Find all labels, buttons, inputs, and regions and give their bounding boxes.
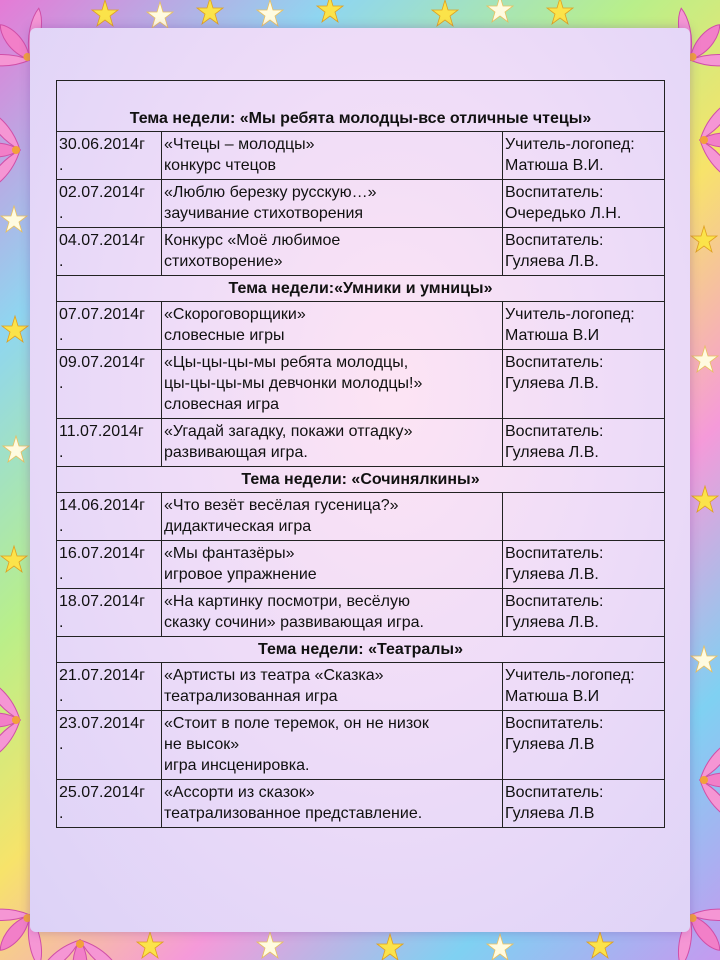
week-title: Тема недели: «Театралы» — [57, 637, 665, 663]
week-header-row — [57, 276, 665, 302]
event-date: 11.07.2014г . — [57, 419, 162, 467]
event-date: 07.07.2014г . — [57, 302, 162, 350]
schedule-table — [56, 80, 665, 828]
event-description: «Стоит в поле теремок, он не низок не высок» игра инсценировка. — [162, 711, 503, 780]
event-teacher: Воспитатель: Очередько Л.Н. — [503, 180, 665, 228]
event-description: «Мы фантазёры» игровое упражнение — [162, 541, 503, 589]
event-date: 16.07.2014г . — [57, 541, 162, 589]
event-teacher — [503, 493, 665, 541]
event-teacher: Воспитатель: Гуляева Л.В. — [503, 589, 665, 637]
event-teacher: Учитель-логопед: Матюша В.И. — [503, 132, 665, 180]
table-row — [57, 180, 665, 228]
event-teacher: Воспитатель: Гуляева Л.В. — [503, 228, 665, 276]
event-teacher: Воспитатель: Гуляева Л.В. — [503, 541, 665, 589]
table-row — [57, 780, 665, 828]
event-date: 04.07.2014г . — [57, 228, 162, 276]
event-teacher: Воспитатель: Гуляева Л.В. — [503, 350, 665, 419]
event-date: 02.07.2014г . — [57, 180, 162, 228]
event-description: «Люблю березку русскую…» заучивание стихотворения — [162, 180, 503, 228]
table-row — [57, 132, 665, 180]
event-description: «Артисты из театра «Сказка» театрализованная игра — [162, 663, 503, 711]
week-title: Тема недели: «Мы ребята молодцы-все отличные чтецы» — [57, 81, 665, 132]
week-header-row — [57, 81, 665, 132]
table-row — [57, 350, 665, 419]
event-teacher: Воспитатель: Гуляева Л.В — [503, 711, 665, 780]
event-description: «Скороговорщики» словесные игры — [162, 302, 503, 350]
event-description: «Угадай загадку, покажи отгадку» развивающая игра. — [162, 419, 503, 467]
event-date: 25.07.2014г . — [57, 780, 162, 828]
week-title: Тема недели:«Умники и умницы» — [57, 276, 665, 302]
table-row — [57, 589, 665, 637]
event-teacher: Воспитатель: Гуляева Л.В — [503, 780, 665, 828]
table-row — [57, 663, 665, 711]
event-date: 23.07.2014г . — [57, 711, 162, 780]
event-date: 21.07.2014г . — [57, 663, 162, 711]
week-title: Тема недели: «Сочинялкины» — [57, 467, 665, 493]
event-description: «Чтецы – молодцы» конкурс чтецов — [162, 132, 503, 180]
table-row — [57, 711, 665, 780]
event-date: 30.06.2014г . — [57, 132, 162, 180]
table-row — [57, 419, 665, 467]
event-date: 14.06.2014г . — [57, 493, 162, 541]
table-row — [57, 541, 665, 589]
event-teacher: Воспитатель: Гуляева Л.В. — [503, 419, 665, 467]
week-header-row — [57, 467, 665, 493]
table-row — [57, 493, 665, 541]
event-description: «Ассорти из сказок» театрализованное представление. — [162, 780, 503, 828]
event-description: Конкурс «Моё любимое стихотворение» — [162, 228, 503, 276]
event-description: «Цы-цы-цы-мы ребята молодцы, цы-цы-цы-мы девчонки молодцы!» словесная игра — [162, 350, 503, 419]
table-row — [57, 302, 665, 350]
event-date: 09.07.2014г . — [57, 350, 162, 419]
week-header-row — [57, 637, 665, 663]
event-description: «На картинку посмотри, весёлую сказку сочини» развивающая игра. — [162, 589, 503, 637]
event-teacher: Учитель-логопед: Матюша В.И — [503, 663, 665, 711]
table-row — [57, 228, 665, 276]
event-description: «Что везёт весёлая гусеница?» дидактическая игра — [162, 493, 503, 541]
event-teacher: Учитель-логопед: Матюша В.И — [503, 302, 665, 350]
event-date: 18.07.2014г . — [57, 589, 162, 637]
